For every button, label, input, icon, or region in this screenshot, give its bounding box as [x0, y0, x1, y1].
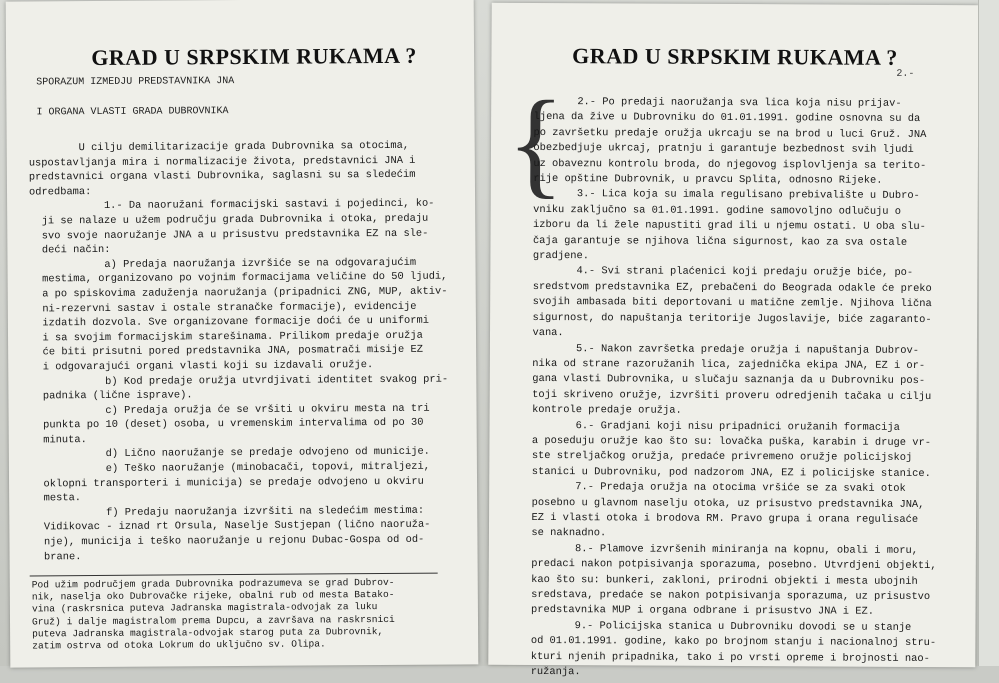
left-body-text: U cilju demilitarizacije grada Dubrovnika sa otocima, uspostavljanja mira i normalizacije života, predstavnici JNA i predstavnici organa vlasti Dubrovnika, saglasni su sa sledećim odredbama: 1.- Da naoružani formacijski sastavi i pojedinci, ko- ji se nalaze u užem području grada Dubrovnika i otoka, predaju svo svoje naoružanje JNA a u prisustvu predstavnika EZ na sle- deći način: a) Predaja naoružanja izvršiće se na odgovarajućim mestima, organizovano po vojnim formacijama veličine do 50 ljudi, a po spiskovima zaduženja naoružanja (pripadnici ZNG, MUP, aktiv- ni-rezervni sastav i ostale stranačke formacije), evidencije izdatih dozvola. Sve organizovane formacije doći će u uniformi i sa svojim formacijskim starešinama. Prilikom predaje oružja će biti prisutni pored predstavnika JNA, posmatrači misije EZ i odgovarajući organi vlasti koji su izdavali oružje. b) Kod predaje oružja utvrdjivati identitet svakog pri- padnika (lične isprave). c) Predaja oružja će se vršiti u okviru mesta na tri punkta po 10 (deset) osoba, u vremenskim intervalima od po 30 minuta. d) Lično naoružanje se predaje odvojeno od municije. e) Teško naoružanje (minobacači, topovi, mitraljezi, oklopni transporteri i municija) se predaje odvojeno u okviru mesta. f) Predaju naoružanja izvršiti na sledećim mestima: Vidikovac - iznad rt Orsula, Naselje Sustjepan (lično naoruža- nje), municija i teško naoružanje u rejonu Dubac-Gospa od od- brane. [28, 139, 449, 564]
adjacent-sheet-edge [978, 0, 999, 666]
right-body-text: 2.- Po predaji naoružanja sva lica koja nisu prijav- ljena da žive u Dubrovniku do 01.01.1991. godine osnovna su da po završetku predaje oružja ukrcaju se na brod u luci Gruž. JNA obezbedjuje ukrcaj, pratnju i garantuje bezbednost svih ljudi uz obaveznu kontrolu broda, do njegovog isplovljenja sa terito- rije opštine Dubrovnik, u pravcu Splita, odnosno Rijeke. 3.- Lica koja su imala regulisano prebivalište u Dubro- vniku zaključno sa 01.01.1991. godine samovoljno odlučuju o izboru da li žele napustiti grad ili u njemu ostati. U oba slu- čaja garantuje se njihova lična sigurnost, kao za sva ostale gradjene. 4.- Svi strani plaćenici koji predaju oružje biće, po- sredstvom predstavnika EZ, prebačeni do Beograda odakle će preko svojih ambasada biti deportovani u matične zemlje. Njihova lična sigurnost, do napuštanja teritorije Jugoslavije, biće zagaranto- vana. 5.- Nakon završetka predaje oružja i napuštanja Dubrov- nika od strane razoružanih lica, zajednička ekipa JNA, EZ i or- gana vlasti Dubrovnika, u slučaju saznanja da u Dubrovniku pos- toji skriveno oružje, izvršiti proveru odredjenih tačaka u cilju kontrole predaje oružja. 6.- Gradjani koji nisu pripadnici oružanih formacija a poseduju oružje kao što su: lovačka puška, karabin i druge vr- ste streljačkog oružja, predaće privremeno oružje policijskoj stanici u Dubrovniku, pod nadzorom JNA, EZ i policijske stanice. 7.- Predaja oružja na otocima vršiće se za svaki otok posebno u glavnom naselju otoka, uz prisustvo predstavnika JNA, EZ i vlasti otoka i brodova RM. Pravo grupa i orana regulisaće se naknadno. 8.- Plamove izvršenih miniranja na kopnu, obali i moru, predaci nakon potpisivanja sporazuma, posebno. Utvrdjeni objekti, kao što su: bunkeri, zakloni, prirodni objekti i mesta ubojnih sredstava, predaće se nakon potpisivanja sporazuma, uz prisustvo predstavnika MUP i organa odbrane i prisustvo JNA i EZ. 9.- Policijska stanica u Dubrovniku dovodi se u stanje od 01.01.1991. godine, kako po brojnom stanju i nacionalnoj stru- kturi njenih pripadnika, tako i po vrsti opreme i brojnosti nao- ružanja. [518, 95, 937, 679]
right-headline: GRAD U SRPSKIM RUKAMA ? [572, 43, 898, 70]
left-subtitle-agreement: SPORAZUM IZMEDJU PREDSTAVNIKA JNA [36, 76, 235, 89]
left-footnote-text: Pod užim područjem grada Dubrovnika podrazumeva se grad Dubrov- nik, naselja oko Dubrovačke rijeke, obalni rub od mesta Batako- vina (raskrsnica puteva Jadranska magistrala-odvojak za luku Gruž) i dalje magistralom prema Dupcu, a završava na raskrsnici puteva Jadranska magistrala-odvojak starog puta za Dubrovnik, zatim ostrva od otoka Lokrum do uključno sv. Olipa. [31, 576, 395, 652]
page-number: 2.- [896, 68, 915, 80]
left-document-sheet [6, 0, 479, 668]
left-subtitle-organs: I ORGANA VLASTI GRADA DUBROVNIKA [36, 106, 229, 119]
left-headline: GRAD U SRPSKIM RUKAMA ? [91, 42, 417, 71]
right-document-sheet [488, 3, 978, 679]
footnote-divider [30, 573, 438, 577]
handwritten-brace-mark: { [506, 75, 565, 210]
